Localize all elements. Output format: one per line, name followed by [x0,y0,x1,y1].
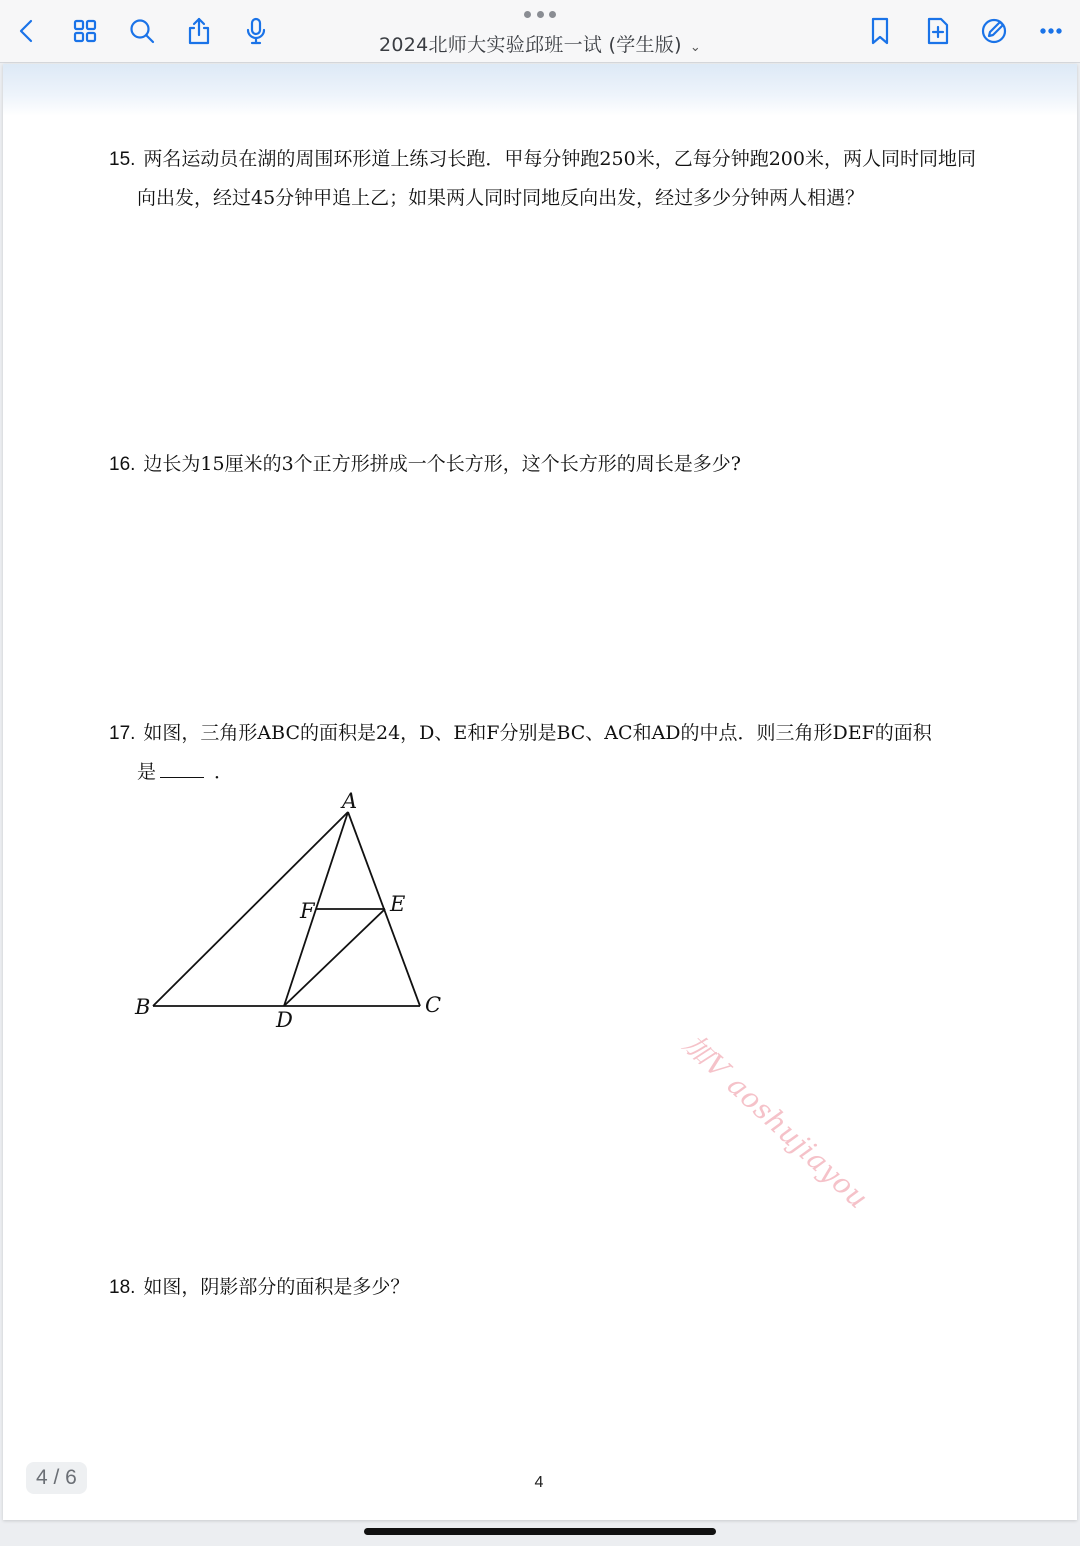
label-e: E [390,892,406,916]
back-icon[interactable] [10,14,44,48]
more-icon[interactable] [1034,14,1068,48]
question-number: 18. [109,1277,136,1298]
question-text-line1: 两名运动员在湖的周围环形道上练习长跑．甲每分钟跑250米，乙每分钟跑200米，两人同时同地同 [143,148,976,170]
triangle-figure [123,784,463,1034]
label-f: F [300,899,315,923]
microphone-icon[interactable] [239,14,273,48]
share-icon[interactable] [182,14,216,48]
question-text-line2: 向出发，经过45分钟甲追上乙；如果两人同时同地反向出发，经过多少分钟两人相遇？ [137,187,865,209]
question-text-line1: 如图，阴影部分的面积是多少？ [143,1276,410,1298]
window-grabber[interactable] [524,8,556,20]
answer-blank [160,759,204,778]
label-d: D [276,1008,293,1032]
question-text-line1: 边长为15厘米的3个正方形拼成一个长方形，这个长方形的周长是多少? [143,453,741,475]
label-c: C [425,993,442,1017]
watermark: 加V aoshujiayou [677,1027,876,1216]
bookmark-icon[interactable] [863,14,897,48]
question-16 [109,445,989,484]
question-text-line1: 如图，三角形ABC的面积是24，D、E和F分别是BC、AC和AD的中点．则三角形DEF的面积 [143,722,932,744]
grid-icon[interactable] [68,14,102,48]
question-number: 16. [109,454,136,475]
question-18 [109,1268,989,1307]
question-text-prefix: 是 [137,761,157,783]
page-number: 4 [534,1474,544,1491]
label-b: B [135,995,151,1019]
chevron-down-icon: ⌄ [689,40,702,55]
add-page-icon[interactable] [921,14,955,48]
annotate-icon[interactable] [977,14,1011,48]
question-number: 15. [109,149,136,170]
question-17 [109,714,989,791]
question-15 [109,140,989,217]
search-icon[interactable] [125,14,159,48]
page-indicator[interactable]: 4 / 6 [26,1462,87,1494]
home-indicator[interactable] [364,1528,716,1535]
document-title[interactable] [300,30,780,57]
top-toolbar [0,0,1080,63]
document-title-text: 2024北师大实验邱班一试 (学生版) [378,34,682,56]
question-text-suffix: ． [214,761,234,783]
question-number: 17. [109,723,136,744]
document-page[interactable] [3,64,1077,1520]
page-top-band [3,64,1077,116]
label-a: A [342,789,358,813]
